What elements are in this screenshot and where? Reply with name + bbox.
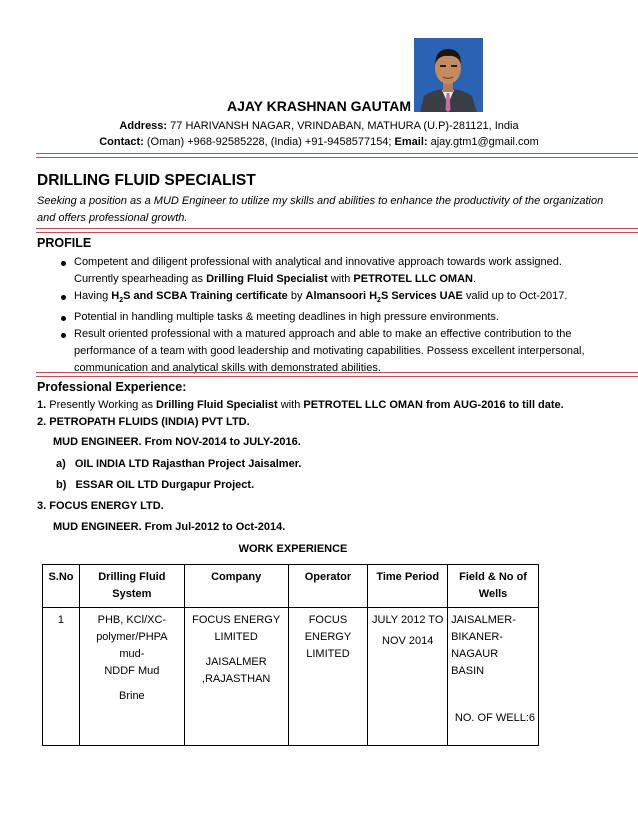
cell-field [448,608,539,746]
address-label: Address: [119,120,168,132]
cell-line: FOCUS ENERGY [192,614,281,626]
cell-line: Brine [119,690,145,702]
email-value[interactable]: ajay.gtm1@gmail.com [430,136,539,148]
experience-number: 1. [37,399,47,411]
divider [36,157,638,158]
profile-text: H [111,290,120,302]
experience-subitem [56,479,254,491]
divider [36,228,638,229]
profile-text: 2 [377,297,381,305]
cell-line: JULY 2012 TO [372,614,444,626]
experience-text: PETROTEL LLC OMAN from AUG-2016 to till date. [303,399,564,411]
header-sno: S.No [43,565,80,608]
cell-sno: 1 [43,608,80,746]
subitem-label: a) [56,458,66,470]
cell-operator [288,608,368,746]
profile-text: Result oriented professional with a matured approach and able to make an effective contribution to the performance of a team with good leadership and motivating capabilities. Possess excellent interpersonal, communication and analytical skills with demonstrated abilities. [74,328,585,375]
profile-text: 2 [119,297,124,305]
experience-role: MUD ENGINEER. From NOV-2014 to JULY-2016. [53,436,301,448]
cell-line: NO. OF WELL:6 [454,712,535,724]
subitem-text: OIL INDIA LTD Rajasthan Project Jaisalmer. [74,458,302,470]
candidate-name: AJAY KRASHNAN GAUTAM [226,98,412,114]
header-company: Company [184,565,288,608]
cell-line: NOV 2014 [382,635,434,647]
experience-item: 2. PETROPATH FLUIDS (INDIA) PVT LTD. [37,416,250,428]
cell-line: JAISALMER- [451,614,516,626]
cell-line: polymer/PHPA mud- [96,631,168,660]
table-title: WORK EXPERIENCE [238,543,348,555]
profile-text: Potential in handling multiple tasks & meeting deadlines in high pressure environments. [74,311,499,324]
header-period: Time Period [368,565,448,608]
profile-text: Almansoori H [305,290,378,302]
profile-heading: PROFILE [37,236,92,250]
cell-line: LIMITED [306,648,350,660]
email-label: Email: [394,136,428,148]
bullet-icon [61,261,66,266]
cell-line: JAISALMER [205,656,267,668]
subitem-text: ESSAR OIL LTD Durgapur Project. [75,479,255,491]
cell-system [79,608,184,746]
experience-item: 3. FOCUS ENERGY LTD. [37,500,164,512]
divider [36,232,638,233]
contact-value: (Oman) +968-92585228, (India) +91-9458577154; [146,136,392,148]
divider [36,376,638,377]
list-item [37,254,597,288]
profile-text: Having [74,290,112,302]
profile-text: Drilling Fluid Specialist [206,273,328,285]
work-experience-table [42,564,539,746]
profile-text: S Services UAE [380,290,463,302]
profile-text: . [472,273,477,285]
header-operator: Operator [288,565,368,608]
cell-line: NDDF Mud [104,665,160,677]
address-line [0,120,638,132]
experience-subitem [56,458,301,470]
experience-text: Drilling Fluid Specialist [156,399,278,411]
cell-line: BIKANER-NAGAUR [451,631,504,660]
job-title: DRILLING FLUID SPECIALIST [37,172,256,189]
cell-line: ,RAJASTHAN [201,673,271,685]
experience-item [37,399,564,411]
bullet-icon [61,316,66,321]
profile-text: by [287,290,306,302]
cell-period [368,608,448,746]
contact-label: Contact: [99,136,144,148]
address-value: 77 HARIVANSH NAGAR, VRINDABAN, MATHURA (U.P)-281121, India [170,120,519,132]
objective-text: Seeking a position as a MUD Engineer to utilize my skills and abilities to enhance the productivity of the organization and offers professional growth. [37,195,604,224]
profile-text: PETROTEL LLC OMAN [353,273,473,285]
divider [36,153,638,154]
experience-role: MUD ENGINEER. From Jul-2012 to Oct-2014. [53,521,286,533]
experience-text: Presently Working as [49,399,157,411]
contact-line [0,136,638,148]
profile-text: valid up to Oct-2017. [462,290,568,302]
cell-line: PHB, KCl/XC- [97,614,167,626]
bullet-icon [61,295,66,300]
cell-line: LIMITED [214,631,258,643]
list-item [37,309,597,326]
list-item [37,288,597,309]
table-row [43,608,539,746]
experience-text: with [277,399,304,411]
table-header-row [43,565,539,608]
header-system: Drilling Fluid System [79,565,184,608]
divider [36,372,638,373]
profile-text: with [327,273,354,285]
cell-line: FOCUS ENERGY [304,614,352,643]
profile-text: S and SCBA Training certificate [123,290,288,302]
bullet-icon [61,333,66,338]
subitem-label: b) [56,479,67,491]
header-field: Field & No of Wells [448,565,539,608]
profile-list [37,254,597,377]
list-item [37,326,597,377]
experience-heading: Professional Experience: [37,380,187,394]
cell-company [184,608,288,746]
profile-text: Competent and diligent professional with analytical and innovative approach towards work assigned. Currently spearheading as [74,256,562,285]
cell-line: BASIN [451,665,485,677]
